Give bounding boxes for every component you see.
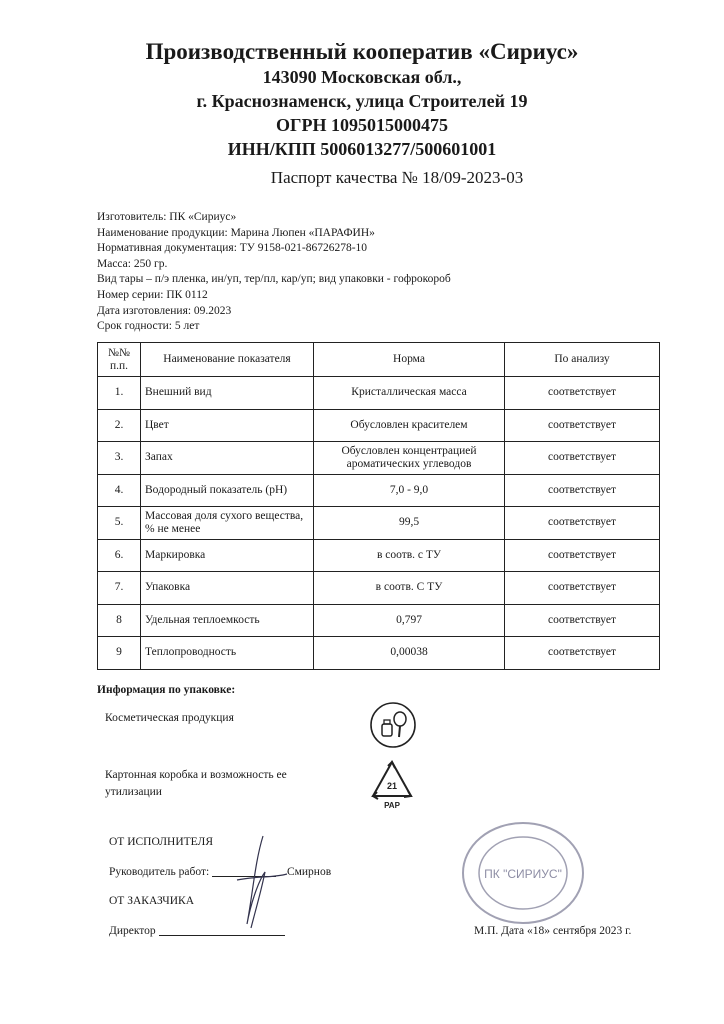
col-header-result: По анализу (505, 343, 660, 377)
customer-heading: ОТ ЗАКАЗЧИКА (109, 895, 195, 907)
table-row (98, 474, 660, 507)
info-line: Масса: 250 гр. (97, 257, 168, 270)
cell-name: Теплопроводность (141, 637, 314, 670)
col-header-norm: Норма (314, 343, 505, 377)
table-header-row (98, 343, 660, 377)
cell-result: соответствует (505, 507, 660, 540)
cell-name: Удельная теплоемкость (141, 604, 314, 637)
address-line-2: г. Краснознаменск, улица Строителей 19 (196, 91, 528, 111)
cell-name: Упаковка (141, 572, 314, 605)
table-row (98, 377, 660, 410)
manager-row (109, 866, 331, 878)
cell-norm: 7,0 - 9,0 (314, 474, 505, 507)
info-line: Срок годности: 5 лет (97, 320, 200, 333)
signature-line (159, 935, 285, 936)
cell-norm: 0,00038 (314, 637, 505, 670)
info-line: Дата изготовления: 09.2023 (97, 304, 232, 317)
cell-norm: в соотв. С ТУ (314, 572, 505, 605)
cell-num: 3. (98, 442, 141, 475)
stamp-text: ПК "СИРИУС" (484, 867, 562, 881)
cell-name: Водородный показатель (pH) (141, 474, 314, 507)
cell-num: 7. (98, 572, 141, 605)
recycle-icon (368, 758, 416, 812)
table-row (98, 409, 660, 442)
cell-num: 4. (98, 474, 141, 507)
info-line: Номер серии: ПК 0112 (97, 288, 208, 301)
table-row (98, 604, 660, 637)
cell-num: 5. (98, 507, 141, 540)
cosmetics-icon (368, 700, 418, 750)
cell-norm: 99,5 (314, 507, 505, 540)
packaging-item-cosmetics: Косметическая продукция (105, 712, 234, 724)
packaging-title: Информация по упаковке: (97, 684, 236, 696)
address-line-1: 143090 Московская обл., (262, 67, 462, 87)
cell-result: соответствует (505, 604, 660, 637)
cell-name: Маркировка (141, 539, 314, 572)
col-header-name: Наименование показателя (141, 343, 314, 377)
stamp-date: М.П. Дата «18» сентября 2023 г. (474, 925, 632, 937)
handwritten-signature (225, 832, 295, 932)
manager-label: Руководитель работ: (109, 866, 213, 878)
executor-heading: ОТ ИСПОЛНИТЕЛЯ (109, 836, 213, 848)
cell-norm: Обусловлен концентрацией ароматических углеводов (314, 442, 505, 475)
quality-table (97, 342, 660, 670)
manager-name: Смирнов (286, 866, 332, 878)
cell-name: Массовая доля сухого вещества, % не менее (141, 507, 314, 540)
cell-num: 6. (98, 539, 141, 572)
cell-num: 9 (98, 637, 141, 670)
cell-norm: в соотв. с ТУ (314, 539, 505, 572)
cell-name: Цвет (141, 409, 314, 442)
cell-result: соответствует (505, 637, 660, 670)
info-line: Изготовитель: ПК «Сириус» (97, 211, 237, 223)
cell-num: 8 (98, 604, 141, 637)
packaging-item-line: Картонная коробка и возможность ее (105, 769, 287, 781)
cell-result: соответствует (505, 539, 660, 572)
product-info (97, 210, 657, 335)
ogrn: ОГРН 1095015000475 (276, 115, 448, 135)
cell-name: Внешний вид (141, 377, 314, 410)
company-stamp (458, 818, 588, 928)
packaging-item-line: утилизации (105, 786, 162, 798)
table-row (98, 507, 660, 540)
recycle-label: PAP (384, 801, 400, 810)
info-line: Наименование продукции: Марина Люпен «ПАРАФИН» (97, 226, 375, 239)
cell-result: соответствует (505, 442, 660, 475)
cell-result: соответствует (505, 474, 660, 507)
table-row (98, 539, 660, 572)
cell-name: Запах (141, 442, 314, 475)
document-header (0, 38, 724, 161)
info-line: Нормативная документация: ТУ 9158-021-86726278-10 (97, 242, 368, 255)
info-line: Вид тары – п/э пленка, ин/уп, тер/пл, кар/уп; вид упаковки - гофрокороб (97, 273, 451, 286)
table-row (98, 572, 660, 605)
recycle-code: 21 (386, 781, 398, 791)
director-label: Директор (109, 925, 159, 937)
cell-norm: 0,797 (314, 604, 505, 637)
packaging-item-cardboard (105, 767, 287, 801)
inn-kpp: ИНН/КПП 5006013277/500601001 (227, 139, 497, 159)
cell-result: соответствует (505, 409, 660, 442)
cell-result: соответствует (505, 572, 660, 605)
cell-num: 2. (98, 409, 141, 442)
org-name: Производственный кооператив «Сириус» (145, 39, 579, 64)
cell-result: соответствует (505, 377, 660, 410)
col-header-num: №№ п.п. (98, 343, 141, 377)
table-row (98, 637, 660, 670)
table-row (98, 442, 660, 475)
passport-title: Паспорт качества № 18/09-2023-03 (270, 168, 524, 187)
cell-norm: Кристаллическая масса (314, 377, 505, 410)
cell-num: 1. (98, 377, 141, 410)
cell-norm: Обусловлен красителем (314, 409, 505, 442)
